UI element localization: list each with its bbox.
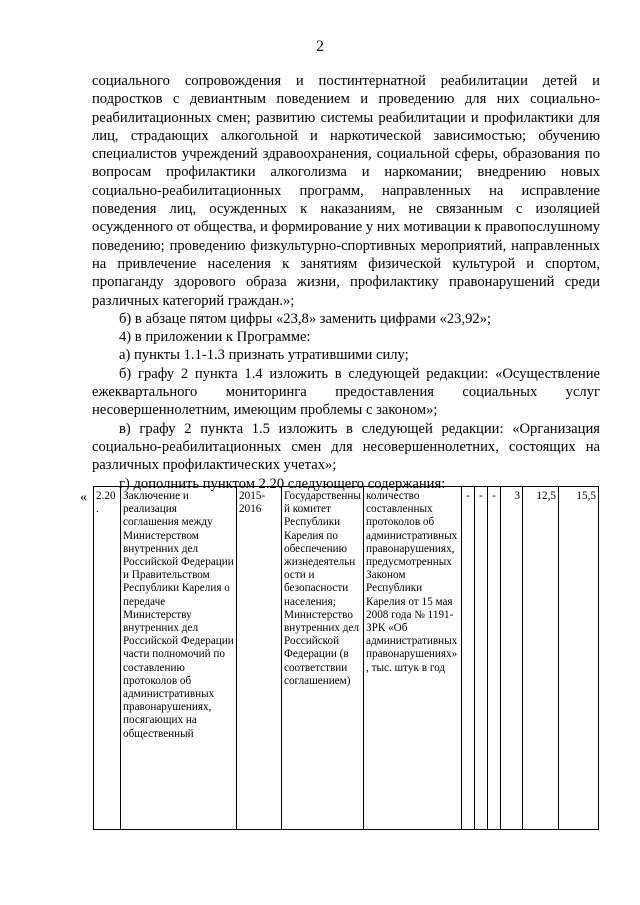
paragraph-item-b: б) графу 2 пункта 1.4 изложить в следующей редакции: «Осуществление ежеквартального мониторинга предоставления социальных услуг несовершеннолетним, имеющим проблемы с законом»;: [92, 365, 600, 419]
paragraph-item-v: в) графу 2 пункта 1.5 изложить в следующей редакции: «Организация социально-реабилитационных смен для несовершеннолетних, состоящих на различных профилактических учетах»;: [92, 420, 600, 474]
program-table: [93, 486, 599, 830]
page-number: 2: [316, 38, 324, 55]
paragraph-item-b-abzac: б) в абзаце пятом цифры «23,8» заменить цифрами «23,92»;: [119, 310, 492, 327]
cell-value-4: 3: [501, 487, 523, 830]
table-row: [94, 487, 599, 830]
opening-quote-mark: «: [80, 490, 87, 505]
cell-event: Заключение и реализация соглашения между Министерством внутренних дел Российской Федерации и Правительством Республики Карелия о передаче Министерству внутренних дел Российской Федерации части полномочий по составлению протоколов об административных правонарушениях, посягающих на общественный: [121, 487, 237, 830]
cell-value-2: -: [475, 487, 488, 830]
body-text: [92, 72, 600, 493]
paragraph-item-4: 4) в приложении к Программе:: [119, 329, 311, 346]
cell-executor: Государственный комитет Республики Карелия по обеспечению жизнедеятельности и безопасности населения; Министерство внутренних дел Российской Федерации (в соответствии соглашением): [282, 487, 364, 830]
cell-indicator: количество составленных протоколов об административных правонарушениях, предусмотренных Законом Республики Карелия от 15 мая 2008 года № 1191-ЗРК «Об административных правонарушениях», тыс. штук в год: [364, 487, 462, 830]
cell-value-3: -: [488, 487, 501, 830]
cell-value-6: 15,5: [559, 487, 599, 830]
cell-number: 2.20.: [94, 487, 121, 830]
cell-period: 2015-2016: [237, 487, 282, 830]
paragraph-continuation: социального сопровождения и постинтернатной реабилитации детей и подростков с девиантным поведением и проведению для них социально-реабилитационных смен; развитию системы реабилитации и профилактики для лиц, страдающих алкогольной и наркотической зависимостью; обучению специалистов учреждений здравоохранения, социальной сферы, образования по вопросам профилактики алкоголизма и наркомании; внедрению новых социально-реабилитационных программ, направленных на исправление поведения лиц, осужденных к наказаниям, не связанным с изоляцией осужденного от общества, и формирование у них мотивации к правопослушному поведению; проведению физкультурно-спортивных мероприятий, направленных на привлечение населения к занятиям физической культурой и спортом, пропаганду здорового образа жизни, профилактику правонарушений среди различных категорий граждан.»;: [92, 73, 600, 309]
cell-value-5: 12,5: [523, 487, 559, 830]
paragraph-item-g: г) дополнить пунктом 2.20 следующего содержания:: [119, 475, 446, 492]
paragraph-item-a: а) пункты 1.1-1.3 признать утратившими силу;: [119, 347, 409, 364]
cell-value-1: -: [462, 487, 475, 830]
